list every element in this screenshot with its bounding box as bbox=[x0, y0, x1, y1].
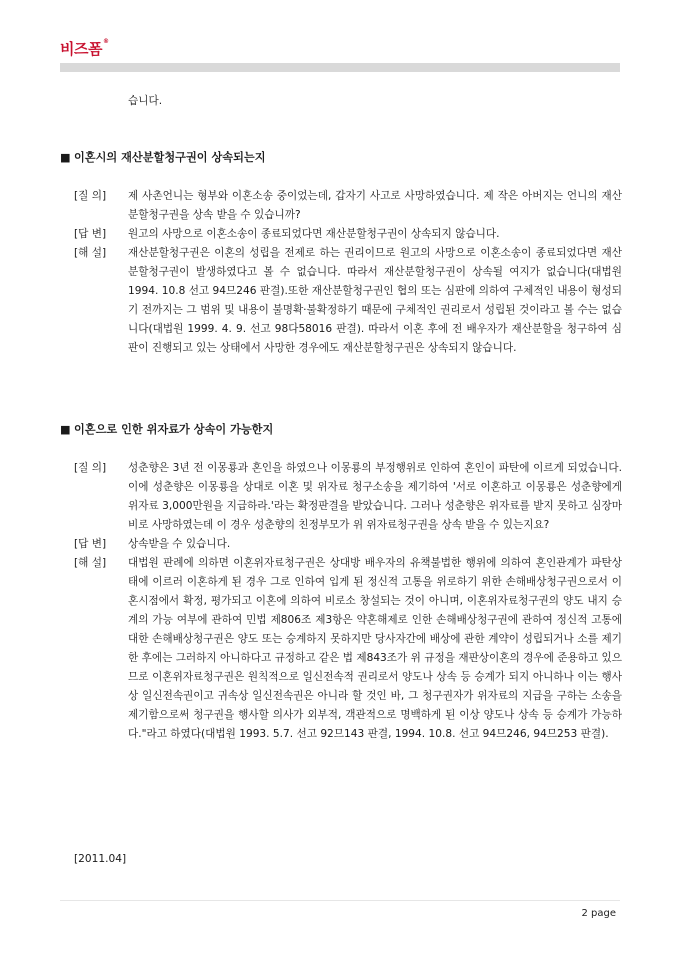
qa-question bbox=[74, 187, 622, 225]
explanation-text: 대법원 판례에 의하면 이혼위자료청구권은 상대방 배우자의 유책불법한 행위에 의하여 혼인관계가 파탄상태에 이르러 이혼하게 된 경우 그로 인하여 입게 된 정신적 고통을 위로하기 위한 손해배상청구권으로서 이혼시점에서 확정, 평가되고 이혼에 의하여 비로소 창설되는 것이 아니며, 이혼위자료청구권의 양도 내지 승계의 가능 여부에 관하여 민법 제806조 제3항은 약혼해제로 인한 손해배상청구권에 관하여 정신적 고통에 대한 손해배상청구권은 양도 또는 승계하지 못하지만 당사자간에 배상에 관한 계약이 성립되거나 소를 제기한 후에는 그러하지 아니하다고 규정하고 같은 법 제843조가 위 규정을 재판상이혼의 경우에 준용하고 있으므로 이혼위자료청구권은 원칙적으로 일신전속적 권리로서 양도나 상속 등 승계가 되지 아니하나 이는 행사상 일신전속권이고 귀속상 일신전속권은 아니라 할 것인 바, 그 청구권자가 위자료의 지급을 구하는 소송을 제기함으로써 청구권을 행사할 의사가 외부적, 객관적으로 명백하게 된 이상 양도나 상속 등 승계가 가능하다."라고 하였다(대법원 1993. 5.7. 선고 92므143 판결, 1994. 10.8. 선고 94므246, 94므253 판결). bbox=[128, 557, 622, 740]
explanation-label: [해 설] bbox=[74, 247, 107, 259]
qa-answer bbox=[74, 535, 622, 554]
section-title-text: 이혼으로 인한 위자료가 상속이 가능한지 bbox=[74, 423, 274, 436]
answer-label: [답 변] bbox=[74, 538, 107, 550]
square-bullet-icon: ■ bbox=[60, 423, 71, 436]
page-number: 2 page bbox=[581, 908, 616, 919]
answer-text: 원고의 사망으로 이혼소송이 종료되었다면 재산분할청구권이 상속되지 않습니다. bbox=[128, 228, 500, 240]
section-title bbox=[60, 150, 620, 166]
bizform-logo bbox=[60, 38, 108, 59]
question-text: 제 사촌언니는 형부와 이혼소송 중이었는데, 갑자기 사고로 사망하였습니다. 제 작은 아버지는 언니의 재산분할청구권을 상속 받을 수 있습니까? bbox=[128, 190, 622, 221]
qa-question bbox=[74, 459, 622, 535]
continuation-text: 습니다. bbox=[128, 95, 163, 107]
explanation-label: [해 설] bbox=[74, 557, 107, 569]
header-bar bbox=[60, 63, 620, 72]
registered-mark: ® bbox=[102, 38, 109, 45]
qa-explanation bbox=[74, 554, 622, 744]
answer-label: [답 변] bbox=[74, 228, 107, 240]
square-bullet-icon: ■ bbox=[60, 151, 71, 164]
question-label: [질 의] bbox=[74, 462, 107, 474]
qa-block bbox=[74, 459, 622, 744]
logo-text: 비즈폼 bbox=[60, 40, 102, 58]
question-text: 성춘향은 3년 전 이몽룡과 혼인을 하였으나 이몽룡의 부정행위로 인하여 혼인이 파탄에 이르게 되었습니다. 이에 성춘향은 이몽룡을 상대로 이혼 및 위자료 청구소송을 제기하여 '서로 이혼하고 이몽룡은 성춘향에게 위자료 3,000만원을 지급하라.'라는 확정판결을 받았습니다. 그러나 성춘향은 위자료를 받지 못하고 심장마비로 사망하였는데 이 경우 성춘향의 친정부모가 위 위자료청구권을 상속 받을 수 있는지요? bbox=[128, 462, 622, 531]
qa-block bbox=[74, 187, 622, 358]
section-title bbox=[60, 422, 620, 438]
explanation-text: 재산분할청구권은 이혼의 성립을 전제로 하는 권리이므로 원고의 사망으로 이혼소송이 종료되었다면 재산분할청구권이 발생하였다고 볼 수 없습니다. 따라서 재산분할청구권이 상속될 여지가 없습니다(대법원 1994. 10.8 선고 94므246 판결).또한 재산분할청구권인 협의 또는 심판에 의하여 구체적인 내용이 형성되기 전까지는 그 범위 및 내용이 불명확·불확정하기 때문에 구체적인 권리로서 성립된 것이라고 볼 수는 없습니다(대법원 1999. 4. 9. 선고 98다58016 판결). 따라서 이혼 후에 전 배우자가 재산분할을 청구하여 심판이 진행되고 있는 상태에서 사망한 경우에도 재산분할청구권은 상속되지 않습니다. bbox=[128, 247, 622, 354]
question-label: [질 의] bbox=[74, 190, 107, 202]
qa-answer bbox=[74, 225, 622, 244]
qa-explanation bbox=[74, 244, 622, 358]
answer-text: 상속받을 수 있습니다. bbox=[128, 538, 231, 550]
footer-divider bbox=[60, 900, 620, 901]
section-title-text: 이혼시의 재산분할청구권이 상속되는지 bbox=[74, 151, 266, 164]
document-date: [2011.04] bbox=[74, 853, 127, 865]
